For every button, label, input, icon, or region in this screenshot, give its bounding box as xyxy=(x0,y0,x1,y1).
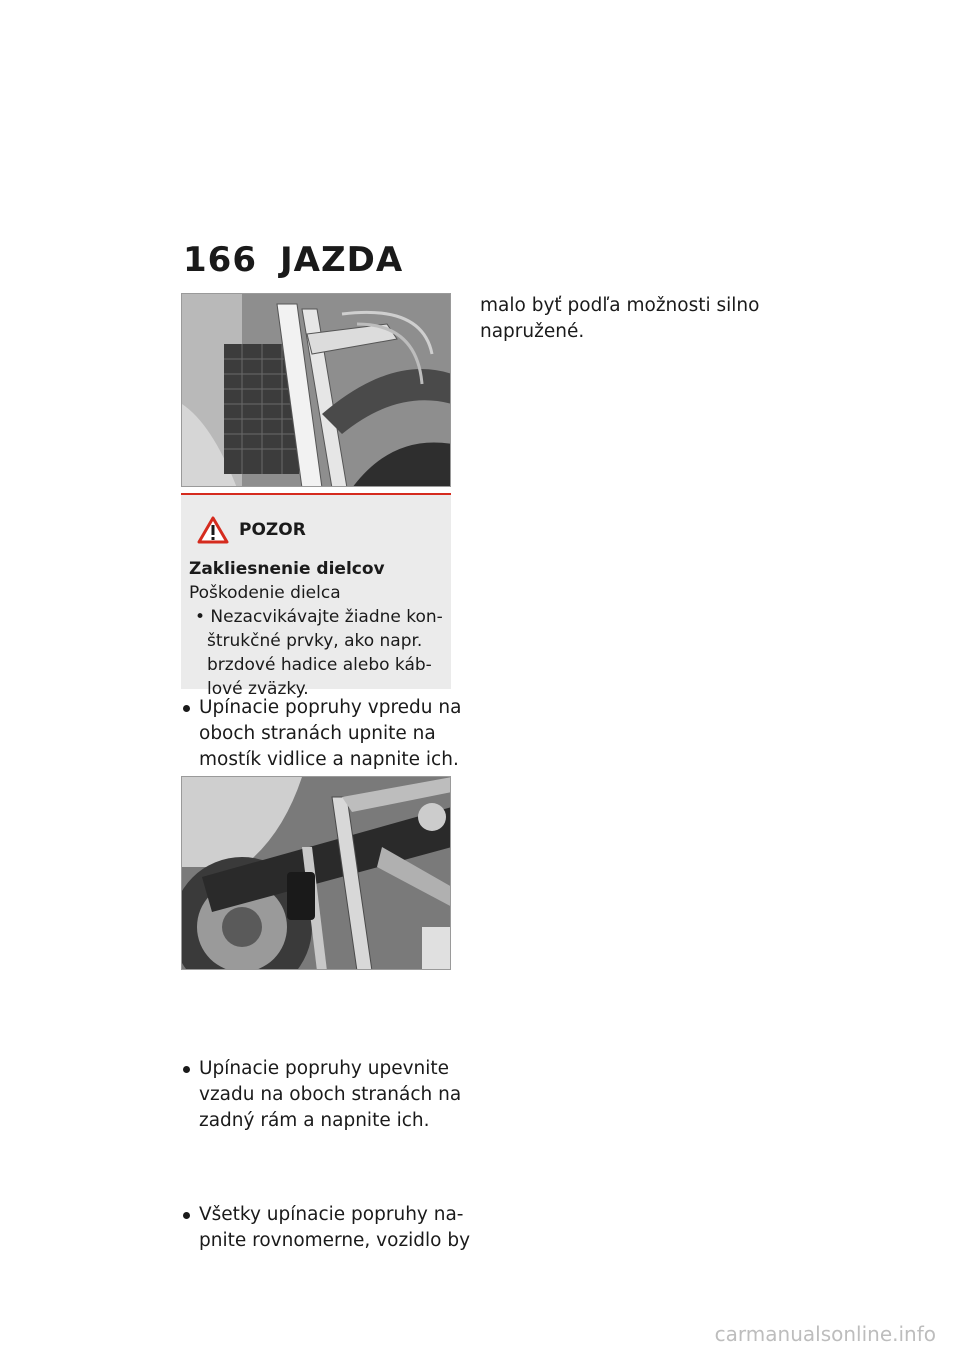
step-line: Upínacie popruhy vpredu na xyxy=(199,697,462,718)
step-line: Upínacie popruhy upevnite xyxy=(199,1058,450,1079)
warning-consequence: Poškodenie dielca xyxy=(189,583,341,603)
step-front-straps xyxy=(181,695,474,773)
step-rear-straps xyxy=(181,1056,474,1134)
warning-box xyxy=(181,493,451,699)
step-line: napružené. xyxy=(480,321,585,342)
step-line: malo byť podľa možnosti silno xyxy=(480,295,760,316)
warning-line: lové zväzky. xyxy=(207,679,309,699)
step-line: vzadu na oboch stranách na xyxy=(199,1084,462,1105)
warning-title: Zakliesnenie dielcov xyxy=(189,559,385,579)
step-line: Všetky upínacie popruhy na- xyxy=(199,1204,464,1225)
warning-header xyxy=(197,513,443,547)
page-number: 166 xyxy=(183,240,257,280)
warning-label: POZOR xyxy=(239,520,306,540)
step-tension-evenly xyxy=(181,1202,474,1254)
warning-line: • Nezacvikávajte žiadne kon- xyxy=(195,607,443,627)
step-tension-continuation xyxy=(480,293,760,345)
step-line: mostík vidlice a napnite ich. xyxy=(199,749,459,770)
warning-line: brzdové hadice alebo káb- xyxy=(207,655,432,675)
watermark: carmanualsonline.info xyxy=(714,1322,936,1346)
step-line: pnite rovnomerne, vozidlo by xyxy=(199,1230,471,1251)
warning-line: štrukčné prvky, ako napr. xyxy=(207,631,423,651)
step-line: zadný rám a napnite ich. xyxy=(199,1110,430,1131)
figure-fork-straps xyxy=(181,293,451,487)
warning-instruction xyxy=(189,605,443,701)
warning-triangle-icon xyxy=(197,516,229,544)
page-header xyxy=(183,240,403,280)
figure-rear-frame-straps xyxy=(181,776,451,970)
step-line: oboch stranách upnite na xyxy=(199,723,436,744)
chapter-title: JAZDA xyxy=(280,240,404,280)
